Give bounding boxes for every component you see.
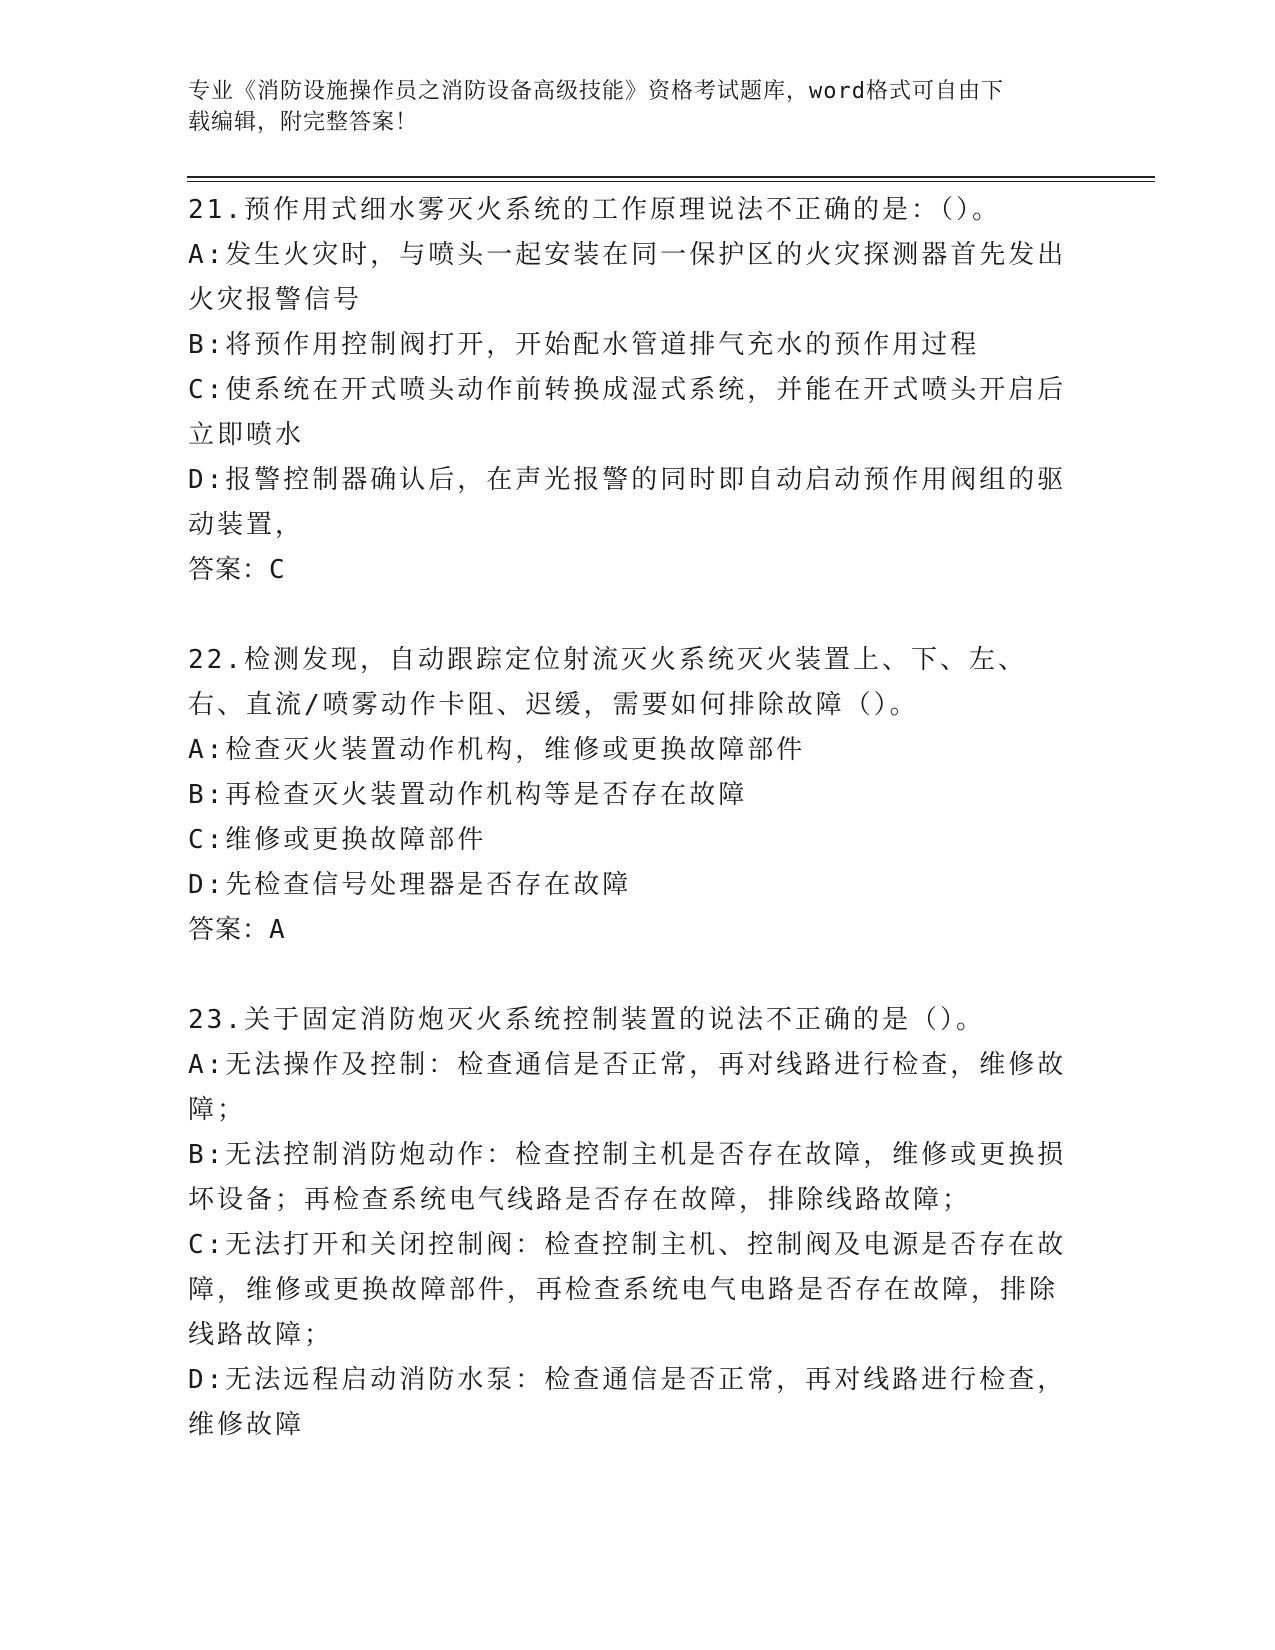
option-c: C:使系统在开式喷头动作前转换成湿式系统，并能在开式喷头开启后立即喷水 [188, 375, 1067, 450]
question-21 [188, 188, 1068, 593]
option-b: B:无法控制消防炮动作：检查控制主机是否存在故障，维修或更换损坏设备；再检查系统电气线路是否存在故障，排除线路故障； [188, 1140, 1067, 1215]
header-line: 专业《消防设施操作员之消防设备高级技能》资格考试题库，word格式可自由下 [188, 79, 1004, 104]
question-stem: 23.关于固定消防炮灭火系统控制装置的说法不正确的是（）。 [188, 1005, 985, 1035]
option-d: D:报警控制器确认后，在声光报警的同时即自动启动预作用阀组的驱动装置， [188, 465, 1067, 540]
header-divider [187, 181, 1155, 182]
answer: 答案：C [188, 555, 286, 585]
document-header [188, 76, 1068, 138]
option-b: B:再检查灭火装置动作机构等是否存在故障 [188, 780, 748, 810]
question-22 [188, 638, 1068, 953]
option-d: D:无法远程启动消防水泵：检查通信是否正常，再对线路进行检查，维修故障 [188, 1365, 1067, 1440]
option-a: A:检查灭火装置动作机构，维修或更换故障部件 [188, 735, 806, 765]
header-divider [187, 176, 1155, 178]
option-a: A:发生火灾时，与喷头一起安装在同一保护区的火灾探测器首先发出火灾报警信号 [188, 240, 1067, 315]
answer: 答案：A [188, 915, 286, 945]
option-c: C:维修或更换故障部件 [188, 825, 487, 855]
option-d: D:先检查信号处理器是否存在故障 [188, 870, 632, 900]
option-b: B:将预作用控制阀打开，开始配水管道排气充水的预作用过程 [188, 330, 980, 360]
question-stem: 22.检测发现，自动跟踪定位射流灭火系统灭火装置上、下、左、右、直流/喷雾动作卡阻、迟缓，需要如何排除故障（）。 [188, 645, 1027, 720]
option-a: A:无法操作及控制：检查通信是否正常，再对线路进行检查，维修故障； [188, 1050, 1067, 1125]
header-line: 载编辑，附完整答案！ [188, 110, 419, 135]
question-stem: 21.预作用式细水雾灭火系统的工作原理说法不正确的是：（）。 [188, 195, 1001, 225]
question-list [188, 188, 1068, 1493]
option-c: C:无法打开和关闭控制阀：检查控制主机、控制阀及电源是否存在故障，维修或更换故障部件，再检查系统电气电路是否存在故障，排除线路故障； [188, 1230, 1067, 1350]
question-23 [188, 998, 1068, 1448]
